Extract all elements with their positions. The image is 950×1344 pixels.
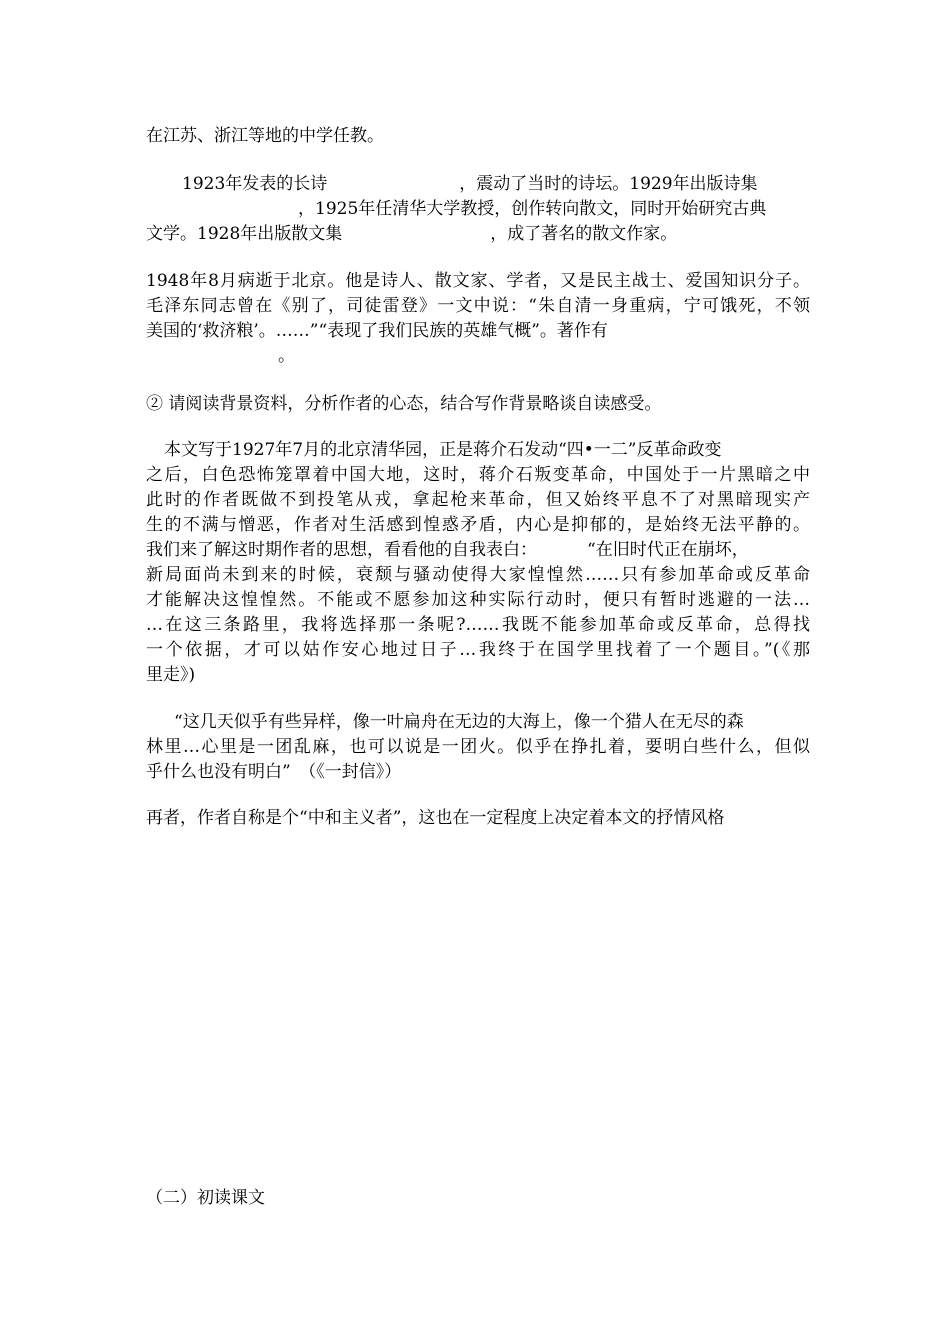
text-line bbox=[146, 197, 810, 222]
text-line bbox=[146, 538, 810, 563]
text-line bbox=[146, 710, 810, 735]
text-segment: 1923年发表的长诗 bbox=[182, 174, 328, 194]
paragraph-works bbox=[146, 172, 810, 247]
question-2 bbox=[146, 392, 810, 417]
paragraph-background bbox=[146, 438, 810, 688]
text-line: 1948年8月病逝于北京。他是诗人、散文家、学者，又是民主战士、爱国知识分子。 bbox=[146, 271, 810, 291]
text-line: 林里…心里是一团乱麻，也可以说是一团火。似乎在挣扎着，要明白些什么，但似 bbox=[146, 737, 810, 757]
text-segment: 我们来了解这时期作者的思想，看看他的自我表白： bbox=[146, 540, 537, 560]
text-line: 生的不满与憎恶，作者对生活感到惶惑矛盾，内心是抑郁的，是始终无法平静的。 bbox=[146, 515, 810, 535]
paragraph-style bbox=[146, 806, 810, 831]
section-heading bbox=[146, 1186, 810, 1211]
text-line bbox=[146, 438, 810, 463]
text-line: 乎什么也没有明白” （《一封信》） bbox=[146, 762, 402, 782]
text-segment: ，1925年任清华大学教授，创作转向散文，同时开始研究古典 bbox=[298, 199, 767, 219]
text-segment: 本文写于1927年7月的北京清华园，正是蒋介石发动“四•一二”反革命政变 bbox=[164, 440, 722, 460]
text-line: 新局面尚未到来的时候，衰颓与骚动使得大家惶惶然……只有参加革命或反革命 bbox=[146, 565, 810, 585]
text-line bbox=[146, 344, 810, 369]
text-line: ② 请阅读背景资料，分析作者的心态，结合写作背景略谈自读感受。 bbox=[146, 394, 662, 414]
text-line bbox=[146, 222, 810, 247]
text-line: …在这三条路里，我将选择那一条呢?……我既不能参加革命或反革命，总得找 bbox=[146, 615, 810, 635]
text-segment: “这几天似乎有些异样，像一叶扁舟在无边的大海上，像一个猎人在无尽的森 bbox=[174, 712, 744, 732]
text-line: 毛泽东同志曾在《别了，司徒雷登》一文中说：“朱自清一身重病，宁可饿死，不领 bbox=[146, 296, 810, 316]
text-segment: ，震动了当时的诗坛。1929年出版诗集 bbox=[459, 174, 758, 194]
text-segment: “在旧时代正在崩坏， bbox=[587, 540, 749, 560]
text-segment: 。 bbox=[278, 346, 295, 366]
text-line: 此时的作者既做不到投笔从戎，拿起枪来革命，但又始终平息不了对黑暗现实产 bbox=[146, 490, 810, 510]
paragraph-teaching bbox=[146, 124, 810, 149]
quote-letter bbox=[146, 710, 810, 785]
text-line: 之后，白色恐怖笼罩着中国大地，这时，蒋介石叛变革命，中国处于一片黑暗之中 bbox=[146, 465, 810, 485]
text-line: 在江苏、浙江等地的中学任教。 bbox=[146, 126, 384, 146]
text-line bbox=[146, 172, 810, 197]
text-segment: ，成了著名的散文作家。 bbox=[490, 224, 678, 244]
text-line: 再者，作者自称是个“中和主义者”，这也在一定程度上决定着本文的抒情风格 bbox=[146, 808, 725, 828]
text-line: 才能解决这惶惶然。不能或不愿参加这种实际行动时，便只有暂时逃避的一法… bbox=[146, 590, 810, 610]
text-line: 美国的‘救济粮’。……”“表现了我们民族的英雄气概”。著作有 bbox=[146, 321, 608, 341]
text-line: 一个依据，才可以姑作安心地过日子…我终于在国学里找着了一个题目。”(《那 bbox=[146, 640, 810, 660]
text-line: 里走》) bbox=[146, 665, 196, 685]
text-line: （二）初读课文 bbox=[146, 1188, 265, 1208]
text-segment: 文学。1928年出版散文集 bbox=[146, 224, 343, 244]
paragraph-biography bbox=[146, 269, 810, 369]
